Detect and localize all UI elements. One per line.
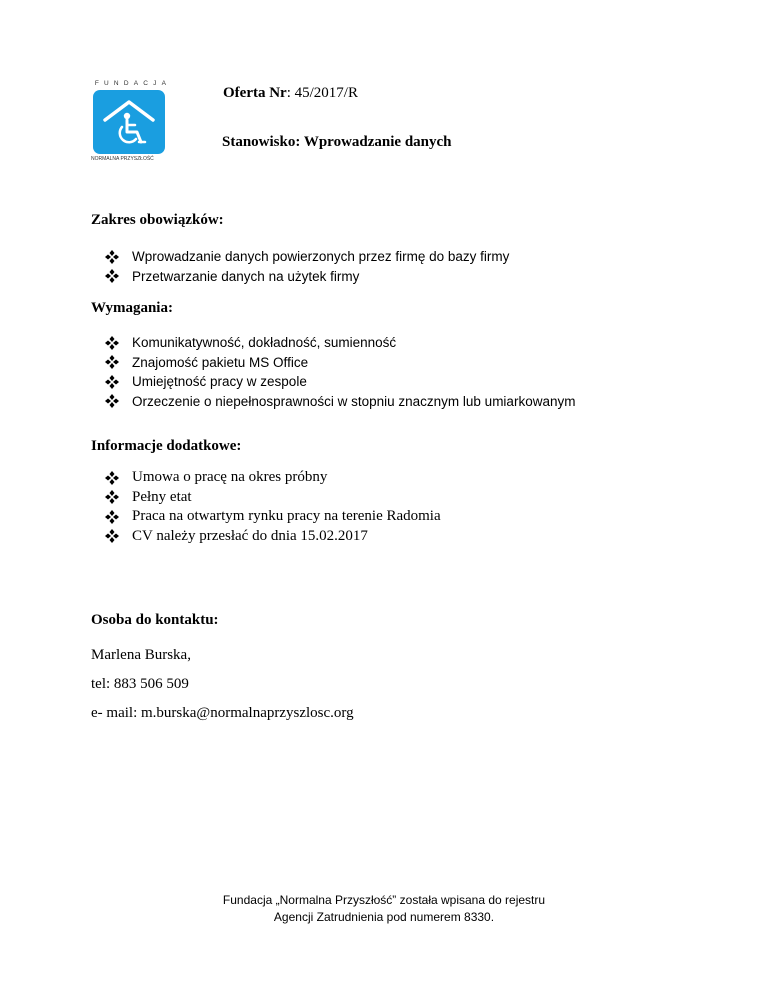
list-item [104,267,509,287]
additional-list [104,468,441,546]
contact-email[interactable]: e- mail: m.burska@normalnaprzyszlosc.org [91,705,354,721]
list-item-text: Orzeczenie o niepełnosprawności w stopniu znacznym lub umiarkowanym [132,393,576,409]
duties-title: Zakres obowiązków: [91,212,224,228]
list-item [104,527,441,547]
list-item [104,507,441,527]
duties-list [104,247,509,286]
offer-number [223,85,358,102]
logo-bottom-text: NORMALNA PRZYSZŁOŚĆ [91,156,154,162]
list-item [104,353,575,373]
diamond-bullet-icon [104,375,120,389]
contact-name: Marlena Burska, [91,647,191,663]
offer-label: Oferta Nr [223,85,287,101]
diamond-bullet-icon [104,529,120,543]
additional-title: Informacje dodatkowe: [91,438,242,454]
requirements-list [104,333,575,411]
footer-line-1: Fundacja „Normalna Przyszłość” została wpisana do rejestru [222,893,546,907]
list-item [104,247,509,267]
diamond-bullet-icon [104,355,120,369]
wheelchair-icon [93,90,165,154]
list-item [104,392,575,412]
requirements-title: Wymagania: [91,300,173,316]
foundation-logo [91,79,175,163]
diamond-bullet-icon [104,510,120,524]
list-item-text: Umowa o pracę na okres próbny [132,469,328,486]
list-item [104,468,441,488]
offer-value: : 45/2017/R [286,85,358,101]
list-item-text: Znajomość pakietu MS Office [132,354,309,370]
list-item-text: CV należy przesłać do dnia 15.02.2017 [132,527,368,544]
list-item [104,333,575,353]
list-item-text: Praca na otwartym rynku pracy na terenie Radomia [132,508,441,525]
list-item-text: Wprowadzanie danych powierzonych przez firmę do bazy firmy [132,249,510,265]
diamond-bullet-icon [104,336,120,350]
footer-line-2: Agencji Zatrudnienia pod numerem 8330. [273,910,495,924]
diamond-bullet-icon [104,490,120,504]
footer [0,892,768,926]
list-item [104,488,441,508]
contact-phone: tel: 883 506 509 [91,676,189,692]
list-item-text: Pełny etat [132,488,192,505]
diamond-bullet-icon [104,394,120,408]
list-item-text: Komunikatywność, dokładność, sumienność [132,335,397,351]
list-item [104,372,575,392]
diamond-bullet-icon [104,269,120,283]
list-item-text: Przetwarzanie danych na użytek firmy [132,268,360,284]
logo-top-text: FUNDACJA [94,80,172,87]
position-title: Stanowisko: Wprowadzanie danych [222,134,452,150]
contact-title: Osoba do kontaktu: [91,612,219,628]
diamond-bullet-icon [104,250,120,264]
diamond-bullet-icon [104,471,120,485]
list-item-text: Umiejętność pracy w zespole [132,374,307,390]
